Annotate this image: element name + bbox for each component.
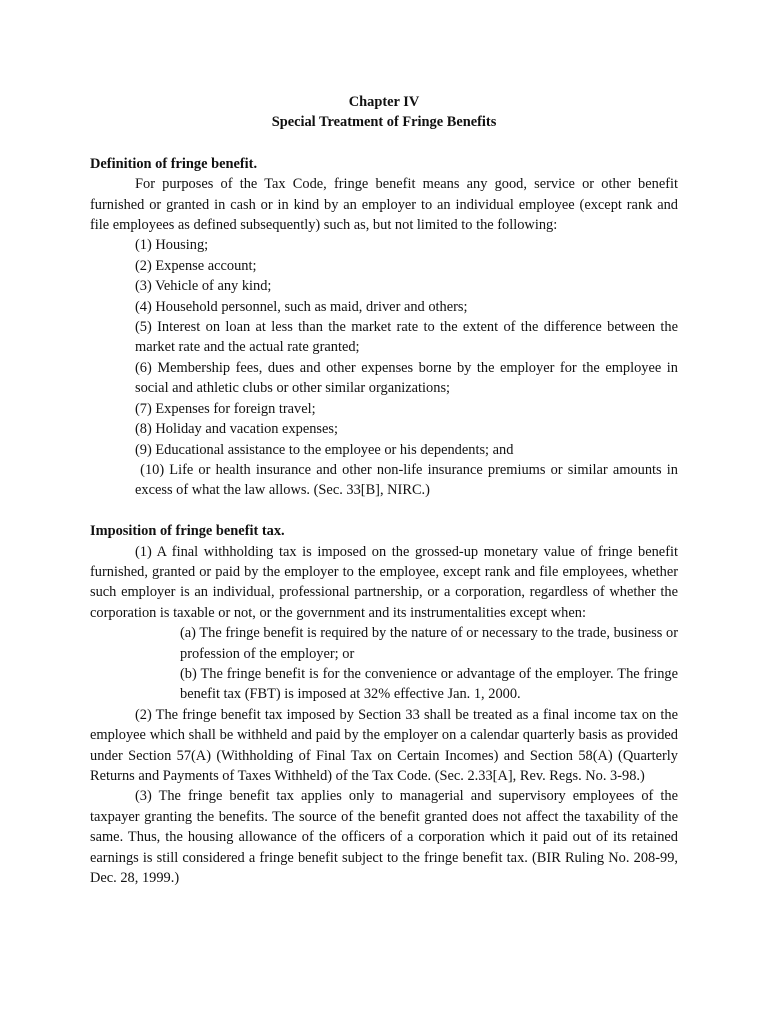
fringe-benefit-list <box>90 235 682 500</box>
imposition-paragraph-3: (3) The fringe benefit tax applies only to managerial and supervisory employees of the taxpayer granting the benefits. The source of the benefit granted does not affect the taxability of the same. Thus, the housing allowance of the officers of a corporation which it paid out of its retained earnings is still considered a fringe benefit subject to the fringe benefit tax. (BIR Ruling No. 208-99, Dec. 28, 1999.) <box>90 788 678 887</box>
chapter-heading: Chapter IV <box>348 94 420 110</box>
list-item: (4) Household personnel, such as maid, driver and others; <box>135 298 468 315</box>
section-heading-imposition: Imposition of fringe benefit tax. <box>90 523 285 540</box>
chapter-title: Special Treatment of Fringe Benefits <box>271 114 497 131</box>
section-spacer <box>90 501 678 521</box>
list-item: (6) Membership fees, dues and other expenses borne by the employer for the employee in social and athletic clubs or other similar organizations; <box>135 359 678 397</box>
list-item: (8) Holiday and vacation expenses; <box>135 421 339 438</box>
list-item: (b) The fringe benefit is for the convenience or advantage of the employer. The fringe benefit tax (FBT) is imposed at 32% effective Jan. 1, 2000. <box>180 665 678 703</box>
section-heading-definition: Definition of fringe benefit. <box>90 155 258 172</box>
definition-intro-paragraph: For purposes of the Tax Code, fringe benefit means any good, service or other benefit furnished or granted in cash or in kind by an employer to an individual employee (except rank and file employees as defined subsequently) such as, but not limited to the following: <box>90 176 678 234</box>
list-item: (2) Expense account; <box>135 257 257 274</box>
list-item: (1) Housing; <box>135 237 209 254</box>
exception-list <box>90 623 678 705</box>
list-item: (a) The fringe benefit is required by the nature of or necessary to the trade, business or profession of the employer; or <box>180 625 678 662</box>
document-page <box>90 92 682 888</box>
list-item: (10) Life or health insurance and other non-life insurance premiums or similar amounts in excess of what the law allows. (Sec. 33[B], NIRC.) <box>135 461 682 499</box>
list-item: (9) Educational assistance to the employee or his dependents; and <box>135 441 514 458</box>
list-item: (5) Interest on loan at less than the market rate to the extent of the difference between the market rate and the actual rate granted; <box>135 319 678 356</box>
imposition-paragraph-1: (1) A final withholding tax is imposed on the grossed-up monetary value of fringe benefit furnished, granted or paid by the employer to the employee, except rank and file employees, whether such employer is an individual, professional partnership, or a corporation, regardless of whether the corporation is taxable or not, or the government and its instrumentalities except when: <box>90 543 678 621</box>
imposition-paragraph-2: (2) The fringe benefit tax imposed by Section 33 shall be treated as a final income tax on the employee which shall be withheld and paid by the employer on a calendar quarterly basis as provided under Section 57(A) (Withholding of Final Tax on Certain Incomes) and Section 58(A) (Quarterly Returns and Payments of Taxes Withheld) of the Tax Code. (Sec. 2.33[A], Rev. Regs. No. 3-98.) <box>90 706 678 784</box>
list-item: (3) Vehicle of any kind; <box>135 278 272 295</box>
list-item: (7) Expenses for foreign travel; <box>135 400 316 417</box>
